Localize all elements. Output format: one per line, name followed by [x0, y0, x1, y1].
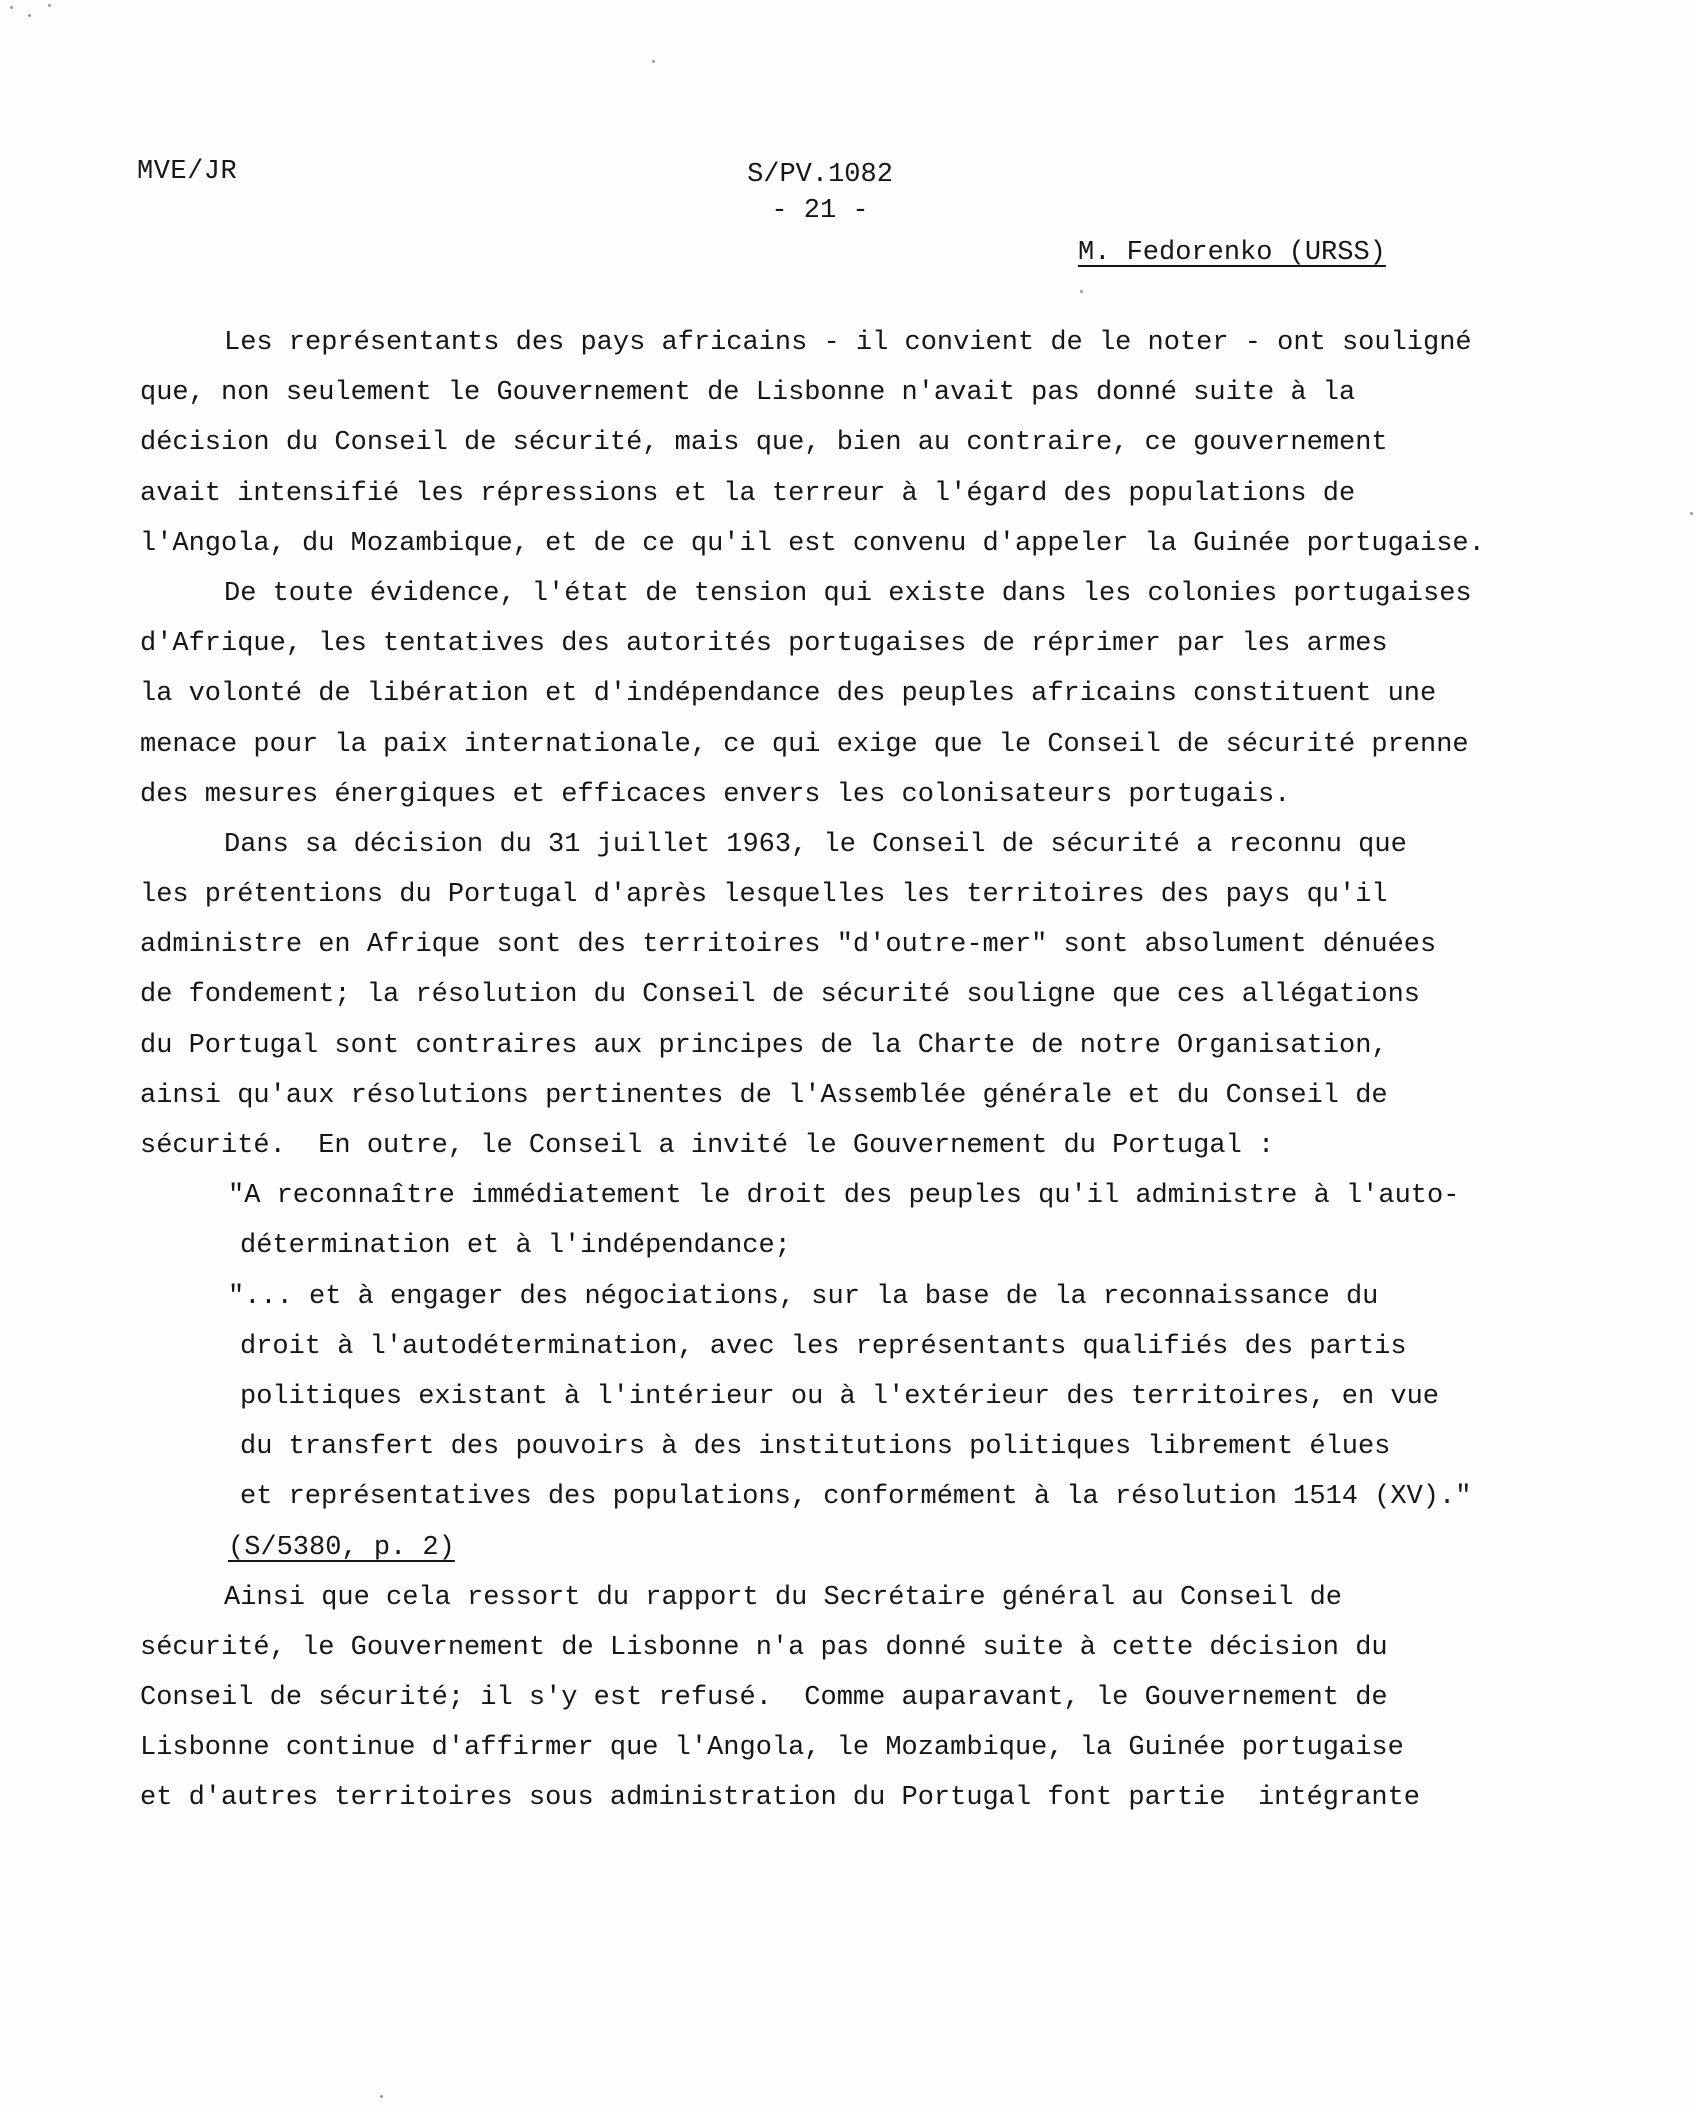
- text-line: Conseil de sécurité; il s'y est refusé. Comme auparavant, le Gouvernement de: [140, 1683, 1388, 1714]
- text-line: "A reconnaître immédiatement le droit des peuples qu'il administre à l'auto-: [228, 1181, 1460, 1212]
- document-body: [140, 318, 1560, 1824]
- text-line: Dans sa décision du 31 juillet 1963, le Conseil de sécurité a reconnu que: [224, 829, 1407, 860]
- text-line: décision du Conseil de sécurité, mais que, bien au contraire, ce gouvernement: [140, 428, 1388, 459]
- scan-speck: [1080, 290, 1083, 293]
- text-line: "... et à engager des négociations, sur la base de la reconnaissance du: [228, 1281, 1379, 1312]
- page-number: - 21 -: [771, 196, 869, 226]
- text-line: et représentatives des populations, conformément à la résolution 1514 (XV).": [240, 1482, 1472, 1513]
- text-line: Ainsi que cela ressort du rapport du Secrétaire général au Conseil de: [224, 1582, 1342, 1613]
- text-line: avait intensifié les répressions et la terreur à l'égard des populations de: [140, 478, 1356, 509]
- text-line: droit à l'autodétermination, avec les représentants qualifiés des partis: [240, 1331, 1407, 1362]
- text-line: de fondement; la résolution du Conseil de sécurité souligne que ces allégations: [140, 980, 1421, 1011]
- text-line: administre en Afrique sont des territoires "d'outre-mer" sont absolument dénuées: [140, 930, 1437, 961]
- scan-speck: [28, 14, 31, 17]
- text-line: d'Afrique, les tentatives des autorités portugaises de réprimer par les armes: [140, 629, 1388, 660]
- text-line: sécurité. En outre, le Conseil a invité le Gouvernement du Portugal :: [140, 1131, 1275, 1161]
- page-header: [700, 157, 940, 229]
- text-line: du Portugal sont contraires aux principes de la Charte de notre Organisation,: [140, 1030, 1388, 1061]
- text-line: l'Angola, du Mozambique, et de ce qu'il est convenu d'appeler la Guinée portugaise.: [140, 528, 1485, 559]
- text-line: De toute évidence, l'état de tension qui existe dans les colonies portugaises: [224, 578, 1472, 609]
- text-line: menace pour la paix internationale, ce qui exige que le Conseil de sécurité prenne: [140, 729, 1469, 760]
- text-line: des mesures énergiques et efficaces envers les colonisateurs portugais.: [140, 779, 1291, 810]
- text-line: (S/5380, p. 2): [228, 1532, 455, 1563]
- scan-speck: [652, 60, 655, 63]
- text-line: du transfert des pouvoirs à des institutions politiques librement élues: [240, 1432, 1391, 1463]
- text-line: sécurité, le Gouvernement de Lisbonne n'a pas donné suite à cette décision du: [140, 1632, 1388, 1663]
- text-line: politiques existant à l'intérieur ou à l'extérieur des territoires, en vue: [240, 1381, 1439, 1412]
- scan-speck: [48, 4, 51, 7]
- text-line: Les représentants des pays africains - il convient de le noter - ont souligné: [224, 328, 1472, 358]
- text-line: Lisbonne continue d'affirmer que l'Angola, le Mozambique, la Guinée portugaise: [140, 1733, 1404, 1764]
- scan-speck: [10, 6, 13, 9]
- typist-reference: MVE/JR: [137, 157, 238, 187]
- scan-speck: [1690, 512, 1693, 515]
- text-line: la volonté de libération et d'indépendance des peuples africains constituent une: [140, 679, 1437, 710]
- text-line: ainsi qu'aux résolutions pertinentes de l'Assemblée générale et du Conseil de: [140, 1080, 1388, 1111]
- document-symbol: S/PV.1082: [747, 160, 893, 190]
- text-line: les prétentions du Portugal d'après lesquelles les territoires des pays qu'il: [140, 880, 1388, 911]
- speaker-heading: M. Fedorenko (URSS): [1078, 238, 1386, 268]
- scan-speck: [380, 2095, 383, 2098]
- text-line: que, non seulement le Gouvernement de Lisbonne n'avait pas donné suite à la: [140, 378, 1356, 409]
- text-line: et d'autres territoires sous administration du Portugal font partie intégrante: [140, 1783, 1421, 1814]
- text-line: détermination et à l'indépendance;: [240, 1231, 791, 1262]
